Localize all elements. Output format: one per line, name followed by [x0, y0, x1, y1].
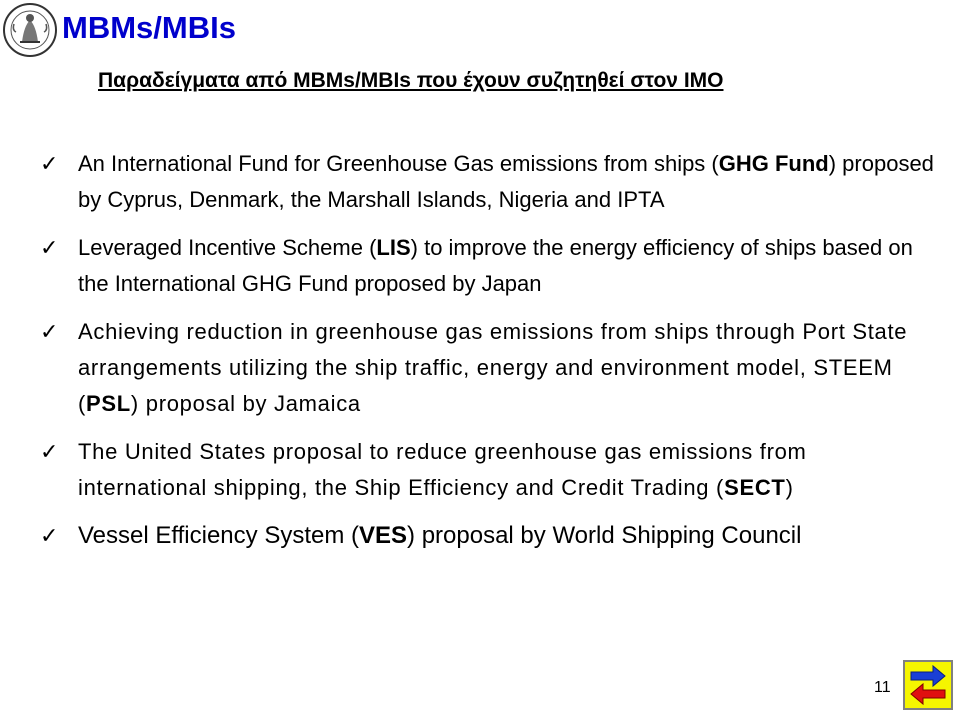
bullet-text: ) proposed by Cyprus, Denmark, the Marshall Islands, Nigeria and IPTA [78, 151, 934, 212]
bullet-text: ) proposal by Jamaica [130, 391, 361, 416]
page-title: MBMs/MBIs [62, 10, 236, 45]
list-item [40, 518, 940, 554]
bullet-acronym: PSL [86, 391, 131, 416]
navigation-arrows-icon[interactable] [903, 660, 953, 710]
list-item [40, 230, 940, 302]
checkmark-icon: ✓ [40, 439, 60, 464]
bullet-text: ) proposal by World Shipping Council [407, 522, 802, 549]
list-item [40, 314, 940, 422]
bullet-text: Leveraged Incentive Scheme ( [78, 235, 377, 260]
bullet-text: ) to improve the energy efficiency of ships based on the International GHG Fund proposed by Japan [78, 235, 913, 296]
page-number: 11 [874, 679, 891, 696]
bullet-list [40, 146, 940, 566]
bullet-acronym: VES [359, 522, 408, 549]
section-subtitle: Παραδείγματα από MBMs/MBIs που έχουν συζητηθεί στον ΙΜΟ [98, 69, 724, 92]
bullet-acronym: GHG Fund [718, 151, 829, 176]
bullet-text: An International Fund for Greenhouse Gas emissions from ships ( [78, 151, 719, 176]
checkmark-icon: ✓ [40, 523, 59, 548]
bullet-text: ) [785, 475, 794, 500]
bullet-text: Vessel Efficiency System ( [78, 522, 359, 549]
arrow-left-icon[interactable] [911, 684, 945, 704]
university-seal-icon [2, 2, 58, 58]
list-item [40, 434, 940, 506]
checkmark-icon: ✓ [40, 235, 59, 260]
bullet-text: Achieving reduction in greenhouse gas emissions from ships through Port State arrangements utilizing the ship traffic, energy and environment model, STEEM ( [78, 319, 908, 416]
checkmark-icon: ✓ [40, 319, 60, 344]
arrow-right-icon[interactable] [911, 666, 945, 686]
bullet-acronym: LIS [376, 235, 411, 260]
checkmark-icon: ✓ [40, 151, 59, 176]
bullet-text: The United States proposal to reduce greenhouse gas emissions from international shipping, the Ship Efficiency and Credit Trading ( [78, 439, 807, 500]
list-item [40, 146, 940, 218]
bullet-acronym: SECT [724, 475, 786, 500]
